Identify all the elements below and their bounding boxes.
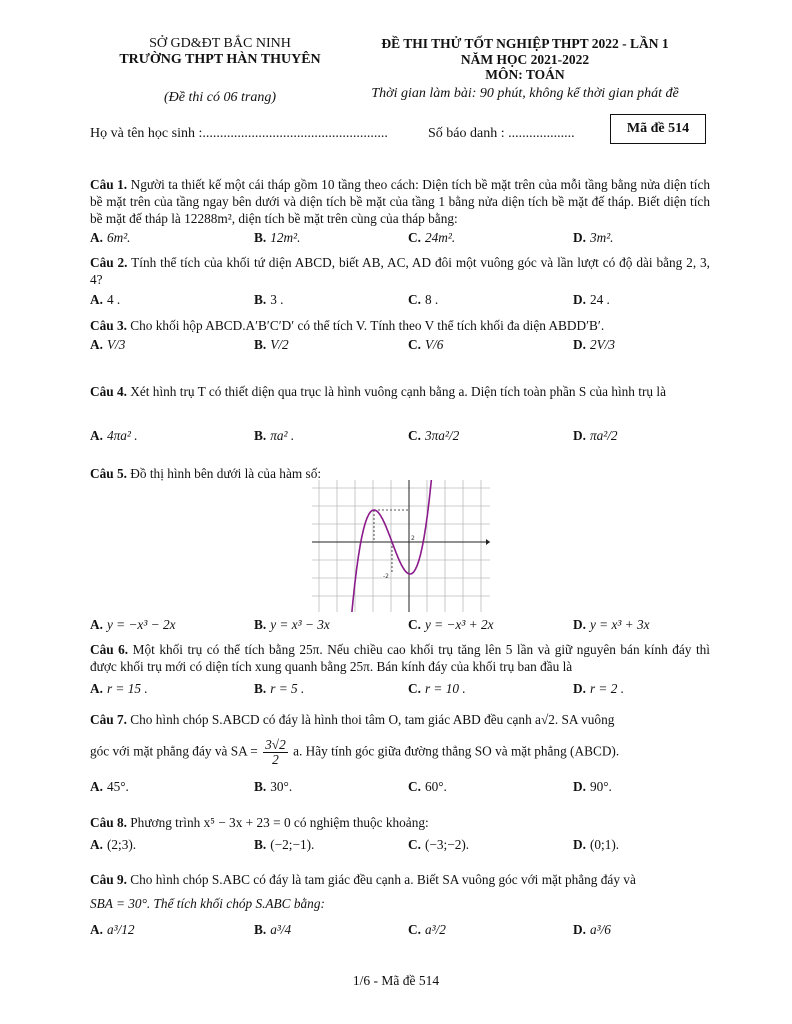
- q5-answer-b: B. y = x³ − 3x: [254, 617, 330, 632]
- department-name: SỞ GD&ĐT BẮC NINH: [149, 36, 291, 51]
- q6-answer-a: A. r = 15 .: [90, 681, 148, 696]
- q1-answer-b: B. 12m².: [254, 230, 301, 245]
- q4-answer-b: B. πa² .: [254, 428, 295, 443]
- q5-answer-a: A. y = −x³ − 2x: [90, 617, 176, 632]
- exam-title: ĐỀ THI THỬ TỐT NGHIỆP THPT 2022 - LẦN 1: [381, 36, 669, 51]
- q3-answer-d: D. 2V/3: [573, 337, 616, 352]
- q1-answer-d: D. 3m².: [573, 230, 614, 245]
- function-graph: [312, 480, 490, 612]
- question-8: Câu 8. Phương trình x⁵ − 3x + 23 = 0 có nghiệm thuộc khoảng:: [90, 815, 429, 830]
- school-name: TRƯỜNG THPT HÀN THUYÊN: [119, 52, 321, 67]
- q7-answer-c: C. 60°.: [408, 779, 447, 794]
- student-name-line: Họ và tên học sinh :.....................................................: [90, 126, 388, 141]
- q8-answer-c: C. (−3;−2).: [408, 837, 470, 852]
- question-9-line-1: Câu 9. Cho hình chóp S.ABC có đáy là tam giác đều cạnh a. Biết SA vuông góc với mặt phẳng đáy và: [90, 872, 636, 887]
- q1-answer-c: C. 24m².: [408, 230, 456, 245]
- q9-answer-a: A. a³/12: [90, 922, 135, 937]
- q7-answer-a: A. 45°.: [90, 779, 129, 794]
- subject: MÔN: TOÁN: [485, 67, 565, 82]
- q7-answer-b: B. 30°.: [254, 779, 293, 794]
- q2-answer-d: D. 24 .: [573, 292, 610, 307]
- q5-answer-c: C. y = −x³ + 2x: [408, 617, 494, 632]
- q3-answer-b: B. V/2: [254, 337, 289, 352]
- q3-answer-c: C. V/6: [408, 337, 444, 352]
- q4-answer-a: A. 4πa² .: [90, 428, 138, 443]
- q9-answer-d: D. a³/6: [573, 922, 611, 937]
- q7-answer-d: D. 90°.: [573, 779, 612, 794]
- question-6: Câu 6. Một khối trụ có thể tích bằng 25π. Nếu chiều cao khối trụ tăng lên 5 lần và giữ nguyên bán kính đáy thì được khối trụ mới có diện tích xung quanh bằng 25π. Bán kính đáy của khối trụ ban đầu là: [90, 642, 711, 674]
- question-7-line-1: Câu 7. Cho hình chóp S.ABCD có đáy là hình thoi tâm O, tam giác ABD đều cạnh a√2. SA vuông: [90, 712, 615, 727]
- q1-answer-a: A. 6m².: [90, 230, 131, 245]
- q4-answer-d: D. πa²/2: [573, 428, 618, 443]
- question-7-line-2: góc với mặt phẳng đáy và SA = $\frac{3√2}{2}$ a. Hãy tính góc giữa đường thẳng SO và mặt phẳng (ABCD).: [90, 737, 620, 767]
- q8-answer-b: B. (−2;−1).: [254, 837, 315, 852]
- student-id-line: Số báo danh : ...................: [428, 126, 575, 141]
- question-9-line-2: SBA = 30°. Thể tích khối chóp S.ABC bằng:: [90, 896, 325, 911]
- question-3: Câu 3. Cho khối hộp ABCD.A′B′C′D′ có thể tích V. Tính theo V thể tích khối đa diện ABDD′B′.: [90, 318, 605, 333]
- q9-answer-b: B. a³/4: [254, 922, 292, 937]
- question-2: Câu 2. Tính thể tích của khối tứ diện ABCD, biết AB, AC, AD đôi một vuông góc và lần lượt có độ dài bằng 2, 3, 4?: [90, 255, 710, 287]
- pages-note: (Đề thi có 06 trang): [164, 90, 276, 105]
- q5-answer-d: D. y = x³ + 3x: [573, 617, 650, 632]
- q4-answer-c: C. 3πa²/2: [408, 428, 460, 443]
- q8-answer-a: A. (2;3).: [90, 837, 137, 852]
- q6-answer-c: C. r = 10 .: [408, 681, 466, 696]
- y-tick-label-neg: -2: [383, 573, 389, 580]
- q6-answer-b: B. r = 5 .: [254, 681, 305, 696]
- exam-code-box: Mã đề 514: [610, 114, 706, 144]
- question-5: Câu 5. Đồ thị hình bên dưới là của hàm số:: [90, 466, 322, 481]
- q6-answer-d: D. r = 2 .: [573, 681, 625, 696]
- q2-answer-c: C. 8 .: [408, 292, 439, 307]
- page-footer: 1/6 - Mã đề 514: [352, 973, 440, 988]
- school-year: NĂM HỌC 2021-2022: [460, 52, 590, 67]
- q8-answer-d: D. (0;1).: [573, 837, 620, 852]
- q3-answer-a: A. V/3: [90, 337, 126, 352]
- q2-answer-b: B. 3 .: [254, 292, 284, 307]
- time-note: Thời gian làm bài: 90 phút, không kể thời gian phát đề: [371, 86, 679, 101]
- y-tick-label: 2: [411, 535, 415, 542]
- x-axis-arrow: [486, 539, 490, 545]
- question-4: Câu 4. Xét hình trụ T có thiết diện qua trục là hình vuông cạnh bằng a. Diện tích toàn phần S của hình trụ là: [90, 384, 666, 399]
- q9-answer-c: C. a³/2: [408, 922, 446, 937]
- q2-answer-a: A. 4 .: [90, 292, 121, 307]
- question-1: Câu 1. Người ta thiết kế một cái tháp gồm 10 tầng theo cách: Diện tích bề mặt trên của mỗi tầng bằng nửa diện tích bề mặt trên của tầng ngay bên dưới và diện tích bề mặt của tầng 1 bằng nửa diện tích bề mặt đế tháp. Biết diện tích bề mặt đế tháp là 12288m², diện tích bề mặt trên cùng của tháp bằng:: [90, 177, 710, 226]
